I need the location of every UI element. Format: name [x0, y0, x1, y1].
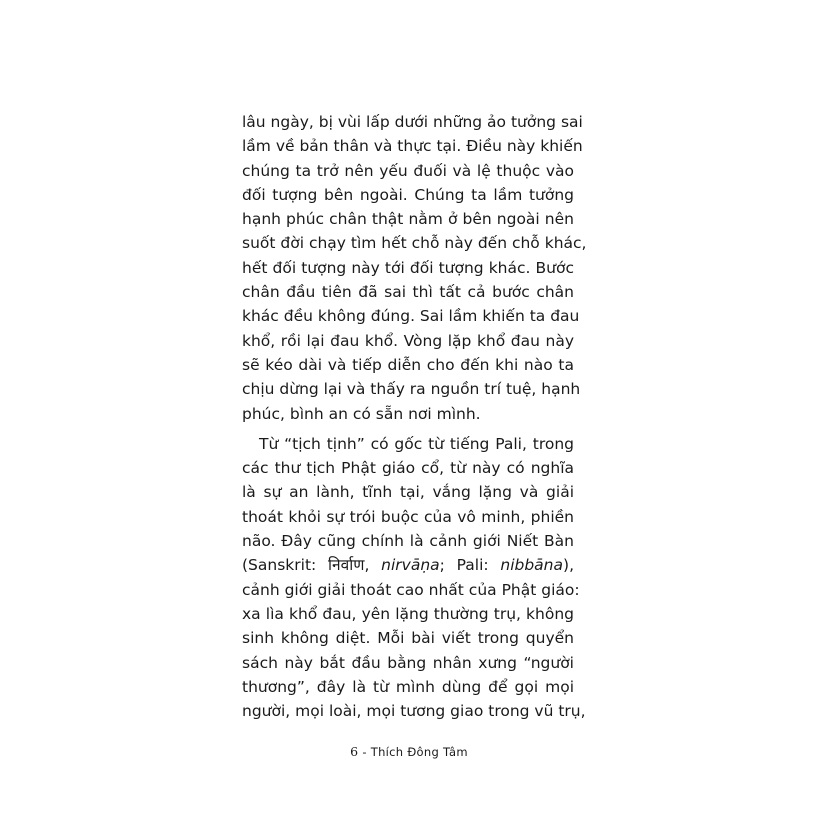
- text-line: lầm về bản thân và thực tại. Điều này khiến: [242, 137, 583, 156]
- text-line: sẽ kéo dài và tiếp diễn cho đến khi nào ta: [242, 355, 574, 374]
- text-line: khổ, rồi lại đau khổ. Vòng lặp khổ đau này: [242, 331, 574, 350]
- sanskrit-close: ),: [563, 556, 574, 575]
- paragraph-1: [242, 110, 587, 426]
- text-line: hết đối tượng này tới đối tượng khác. Bước: [242, 258, 574, 277]
- text-line: não. Đây cũng chính là cảnh giới Niết Bàn: [242, 532, 574, 551]
- page-number: 6: [350, 744, 359, 759]
- text-line: là sự an lành, tĩnh tại, vắng lặng và giải: [242, 483, 574, 502]
- text-line: xa lìa khổ đau, yên lặng thường trụ, không: [242, 604, 574, 623]
- nirvana-term: nirvāṇa: [381, 556, 440, 575]
- text-line: cảnh giới giải thoát cao nhất của Phật giáo:: [242, 580, 580, 599]
- sanskrit-line: [242, 553, 574, 577]
- nibbana-term: nibbāna: [500, 556, 564, 575]
- separator: ; Pali:: [439, 556, 501, 575]
- text-line: các thư tịch Phật giáo cổ, từ này có nghĩa: [242, 459, 574, 478]
- text-line: Từ “tịch tịnh” có gốc từ tiếng Pali, trong: [259, 434, 574, 453]
- text-line: phúc, bình an có sẵn nơi mình.: [242, 404, 481, 423]
- text-line: thương”, đây là từ mình dùng để gọi mọi: [242, 677, 574, 696]
- text-line: lâu ngày, bị vùi lấp dưới những ảo tưởng sai: [242, 113, 583, 131]
- separator: ,: [364, 556, 382, 575]
- text-line: hạnh phúc chân thật nằm ở bên ngoài nên: [242, 210, 574, 229]
- body-text: [242, 110, 587, 723]
- text-line: khác đều không đúng. Sai lầm khiến ta đau: [242, 307, 580, 326]
- paragraph-2: [242, 432, 586, 724]
- text-line: suốt đời chạy tìm hết chỗ này đến chỗ khác,: [242, 234, 587, 253]
- text-line: chúng ta trở nên yếu đuối và lệ thuộc vào: [242, 161, 574, 180]
- sanskrit-open: (Sanskrit:: [242, 556, 328, 575]
- page-footer: [0, 744, 818, 759]
- text-line: sinh không diệt. Mỗi bài viết trong quyển: [242, 629, 574, 648]
- text-line: chân đầu tiên đã sai thì tất cả bước chân: [242, 283, 574, 302]
- text-line: thoát khỏi sự trói buộc của vô minh, phiền: [242, 507, 574, 526]
- running-footer-author: - Thích Đông Tâm: [358, 745, 468, 759]
- text-line: người, mọi loài, mọi tương giao trong vũ trụ,: [242, 702, 586, 721]
- text-line: sách này bắt đầu bằng nhân xưng “người: [242, 653, 574, 672]
- devanagari-term: निर्वाण: [328, 556, 365, 575]
- text-line: đối tượng bên ngoài. Chúng ta lầm tưởng: [242, 185, 574, 204]
- text-line: chịu dừng lại và thấy ra nguồn trí tuệ, hạnh: [242, 380, 581, 399]
